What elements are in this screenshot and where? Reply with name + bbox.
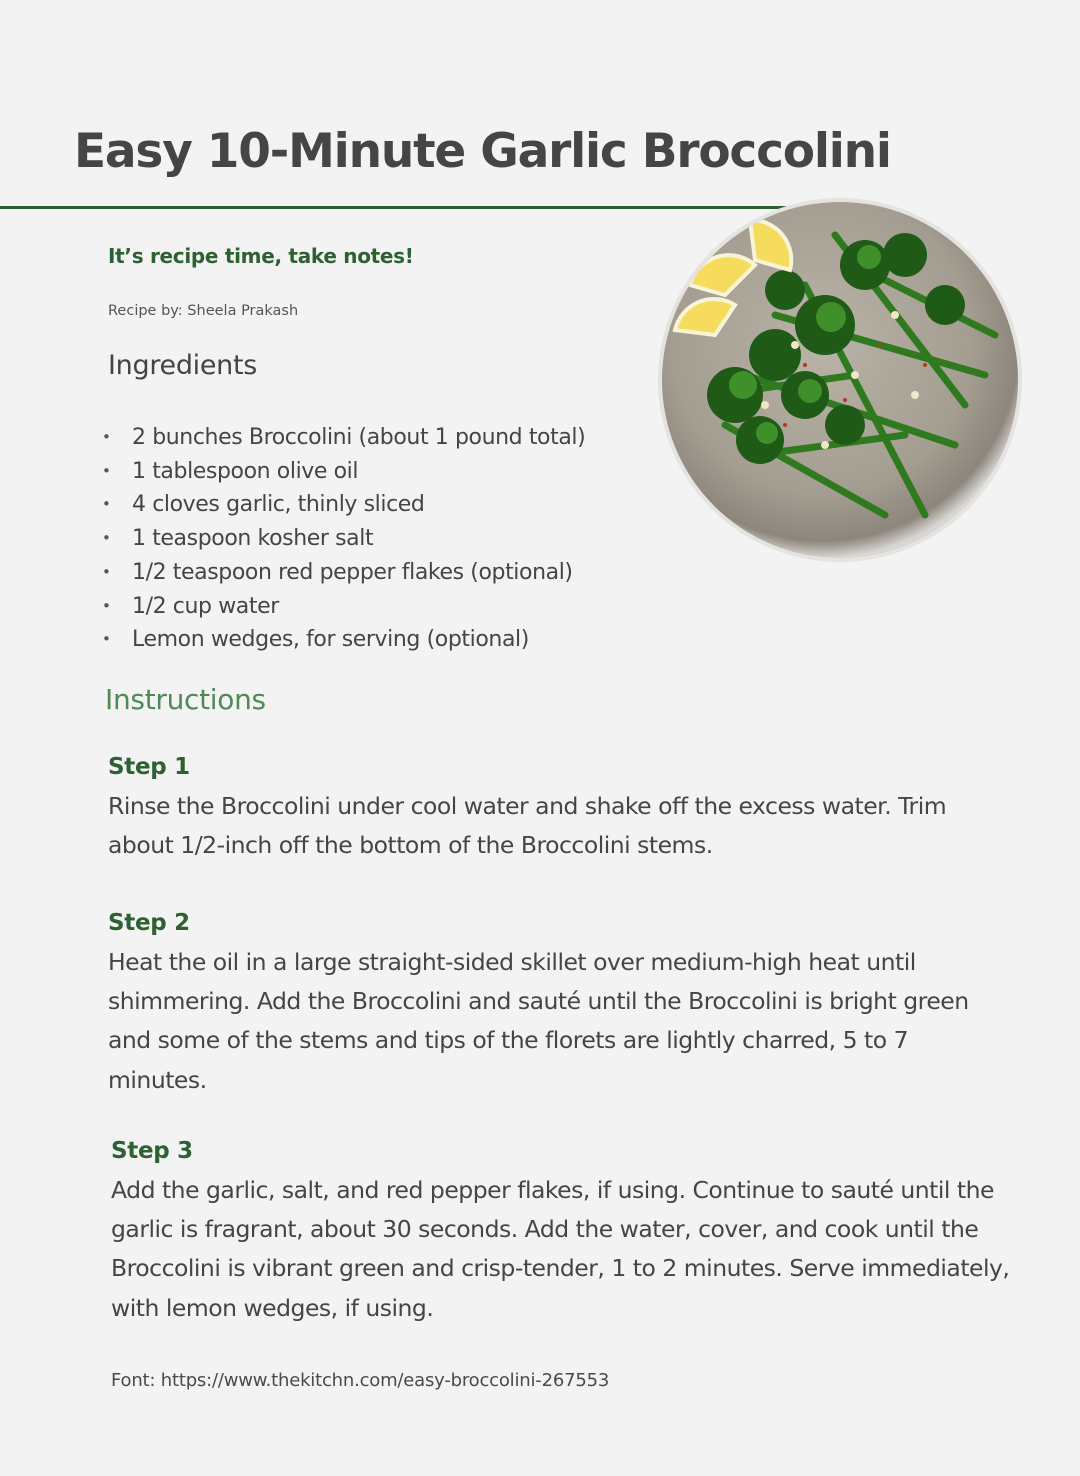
step-text: Heat the oil in a large straight-sided skillet over medium-high heat until shimmering. Add the Broccolini and sauté until the Broccolini is bright green and some of the stems and tips of the florets are lightly charred, 5 to 7 minutes. [108, 948, 969, 1094]
step-label: Step 1 [108, 754, 190, 780]
ingredient-item [102, 590, 585, 624]
step-text: Rinse the Broccolini under cool water and shake off the excess water. Trim about 1/2-inch off the bottom of the Broccolini stems. [108, 792, 947, 860]
ingredient-item [102, 455, 585, 489]
step-1 [108, 752, 1008, 865]
bullet-icon: • [102, 630, 111, 649]
ingredient-item [102, 556, 585, 590]
source-footer: Font: https://www.thekitchn.com/easy-broccolini-267553 [111, 1370, 610, 1391]
tagline: It’s recipe time, take notes! [108, 244, 414, 268]
step-label: Step 2 [108, 910, 190, 936]
ingredient-text: 1/2 cup water [132, 593, 279, 619]
step-2 [108, 908, 1008, 1100]
ingredient-text: 2 bunches Broccolini (about 1 pound total) [132, 425, 586, 450]
broccolini-skillet-photo [655, 195, 1025, 565]
bullet-icon: • [102, 428, 111, 446]
step-label: Step 3 [111, 1138, 193, 1164]
step-3 [111, 1136, 1011, 1328]
step-text: Add the garlic, salt, and red pepper flakes, if using. Continue to sauté until the garlic is fragrant, about 30 seconds. Add the water, cover, and cook until the Broccolini is vibrant green and crisp-tender, 1 to 2 minutes. Serve immediately, with lemon wedges, if using. [111, 1176, 1010, 1322]
ingredients-list [102, 421, 585, 657]
ingredient-text: 1 tablespoon olive oil [132, 458, 359, 484]
ingredients-heading: Ingredients [108, 350, 258, 381]
ingredient-item [102, 522, 585, 556]
ingredient-text: Lemon wedges, for serving (optional) [132, 627, 529, 653]
bullet-icon: • [102, 529, 111, 548]
ingredient-text: 1/2 teaspoon red pepper flakes (optional) [132, 559, 573, 585]
bullet-icon: • [102, 495, 111, 514]
ingredient-item [102, 421, 585, 455]
ingredient-item [102, 623, 585, 657]
ingredient-item [102, 488, 585, 522]
ingredient-text: 4 cloves garlic, thinly sliced [132, 492, 425, 518]
recipe-byline: Recipe by: Sheela Prakash [108, 303, 299, 319]
ingredient-text: 1 teaspoon kosher salt [132, 526, 374, 552]
bullet-icon: • [102, 461, 111, 480]
bullet-icon: • [102, 596, 111, 615]
instructions-heading: Instructions [105, 683, 266, 716]
recipe-title: Easy 10-Minute Garlic Broccolini [74, 124, 891, 179]
bullet-icon: • [102, 562, 111, 581]
